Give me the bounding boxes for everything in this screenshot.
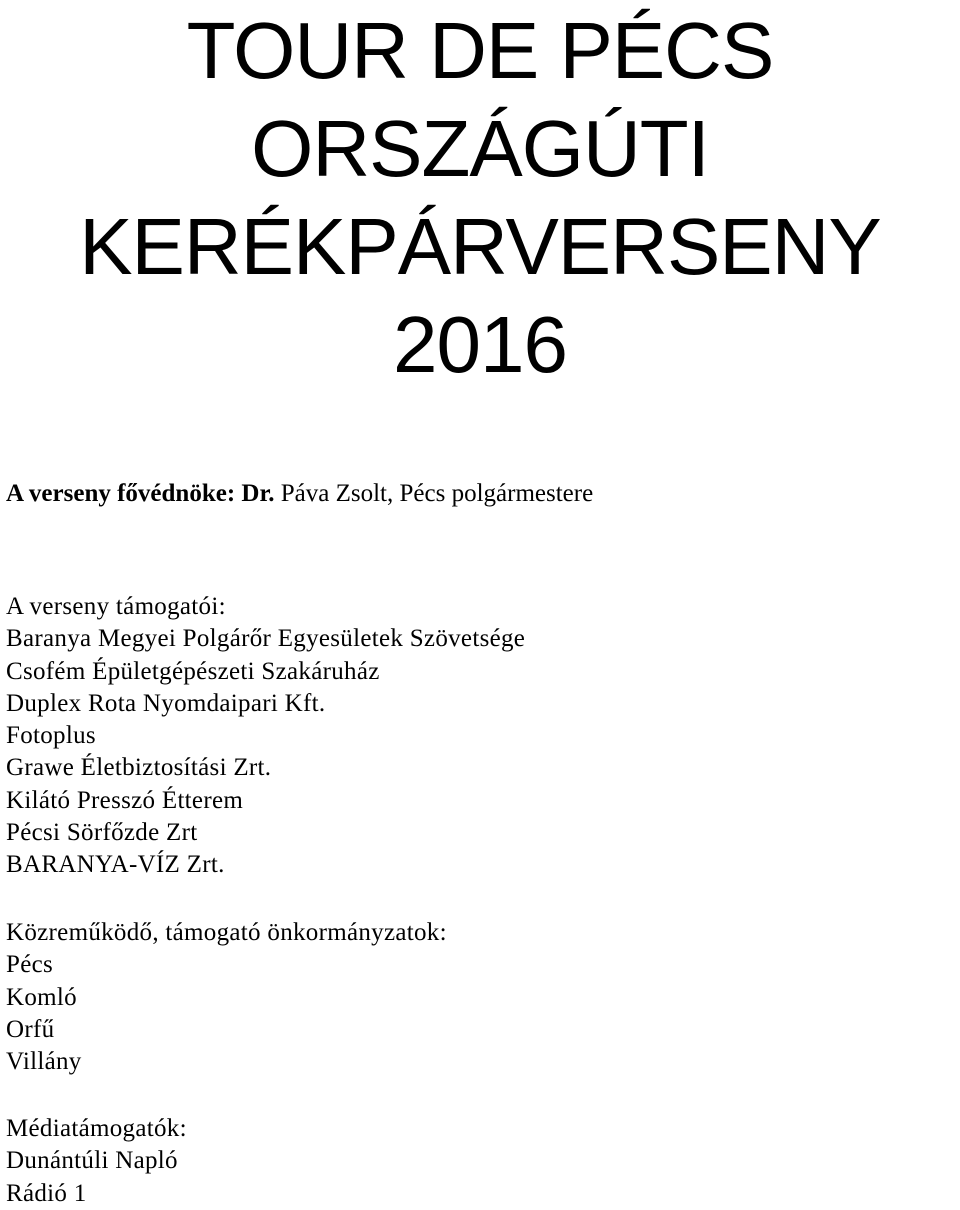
sponsor-item: Pécsi Sörfőzde Zrt xyxy=(6,819,198,847)
document-title xyxy=(0,0,960,394)
municipality-item: Orfű xyxy=(6,1015,55,1043)
sponsors-section xyxy=(6,591,525,882)
media-item: Dunántúli Napló xyxy=(6,1147,178,1175)
sponsor-item: Kilátó Presszó Étterem xyxy=(6,786,244,814)
sponsors-heading: A verseny támogatói: xyxy=(6,593,226,620)
media-section xyxy=(6,1113,187,1210)
sponsor-item: Grawe Életbiztosítási Zrt. xyxy=(6,754,272,782)
media-item: Rádió 1 xyxy=(6,1179,87,1207)
sponsor-item: Csofém Épületgépészeti Szakáruház xyxy=(6,657,380,685)
sponsor-item: Fotoplus xyxy=(6,722,96,750)
sponsor-item: Baranya Megyei Polgárőr Egyesületek Szövetsége xyxy=(6,625,526,653)
title-line-3: KERÉKPÁRVERSENY xyxy=(79,202,881,291)
patron-name: Páva Zsolt, Pécs polgármestere xyxy=(280,480,594,507)
municipalities-heading: Közreműködő, támogató önkormányzatok: xyxy=(6,919,447,946)
title-line-1: TOUR DE PÉCS xyxy=(186,6,774,95)
title-line-4: 2016 xyxy=(393,300,567,389)
patron-line xyxy=(6,478,593,510)
municipality-item: Villány xyxy=(6,1048,82,1076)
title-line-2: ORSZÁGÚTI xyxy=(251,104,709,193)
media-heading: Médiatámogatók: xyxy=(6,1115,187,1142)
sponsor-item: BARANYA-VÍZ Zrt. xyxy=(6,851,225,879)
municipality-item: Pécs xyxy=(6,951,54,979)
municipalities-section xyxy=(6,917,447,1078)
patron-label: A verseny fővédnöke: Dr. xyxy=(6,480,275,507)
municipality-item: Komló xyxy=(6,983,77,1011)
sponsor-item: Duplex Rota Nyomdaipari Kft. xyxy=(6,689,326,717)
